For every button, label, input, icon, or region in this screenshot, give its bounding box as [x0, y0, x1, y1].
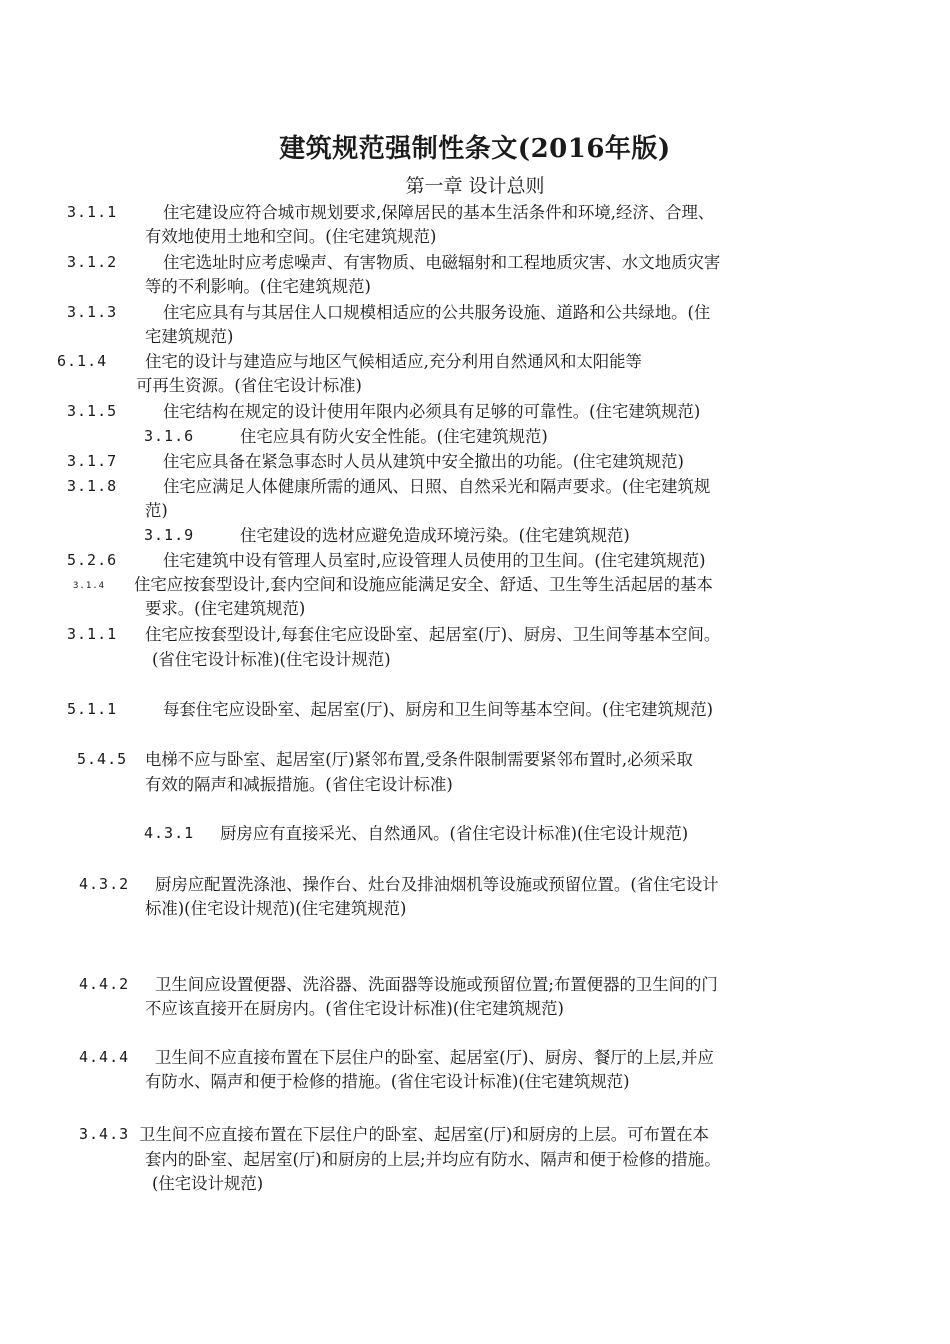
clause-text: 厨房应配置洗涤池、操作台、灶台及排油烟机等设施或预留位置。(省住宅设计 — [155, 875, 719, 894]
clause-number: 4.4.2 — [79, 975, 130, 993]
clause-number: 6.1.4 — [57, 352, 108, 370]
clause-text: 住宅应按套型设计,每套住宅应设卧室、起居室(厅)、厨房、卫生间等基本空间。 — [145, 625, 721, 644]
clause-text: 住宅应具备在紧急事态时人员从建筑中安全撤出的功能。(住宅建筑规范) — [163, 452, 684, 471]
clause-number: 3.1.5 — [67, 402, 118, 420]
clause-text: (住宅设计规范) — [152, 1174, 264, 1193]
clause-text: 卫生间不应直接布置在下层住户的卧室、起居室(厅)和厨房的上层。可布置在本 — [139, 1125, 710, 1144]
clause-number: 3.4.3 — [79, 1125, 130, 1143]
clause-text: 范) — [145, 501, 168, 520]
clause-text: 卫生间不应直接布置在下层住户的卧室、起居室(厅)、厨房、餐厅的上层,并应 — [155, 1048, 714, 1067]
clause-text: 住宅结构在规定的设计使用年限内必须具有足够的可靠性。(住宅建筑规范) — [163, 402, 701, 421]
clause-text: 有防水、隔声和便于检修的措施。(省住宅设计标准)(住宅建筑规范) — [145, 1072, 630, 1091]
clause-text: 住宅应按套型设计,套内空间和设施应能满足安全、舒适、卫生等生活起居的基本 — [134, 575, 713, 594]
clause-number: 3.1.9 — [144, 526, 195, 544]
clause-text: 住宅应具有防火安全性能。(住宅建筑规范) — [240, 427, 548, 446]
clause-text: 有效的隔声和减振措施。(省住宅设计标准) — [145, 775, 453, 794]
clause-text: 住宅应满足人体健康所需的通风、日照、自然采光和隔声要求。(住宅建筑规 — [163, 477, 711, 496]
clause-text: 要求。(住宅建筑规范) — [145, 599, 306, 618]
clause-number: 5.1.1 — [67, 700, 118, 718]
clause-number: 5.2.6 — [67, 551, 118, 569]
clause-number: 4.4.4 — [79, 1048, 130, 1066]
chapter-heading: 第一章 设计总则 — [405, 175, 545, 197]
clause-text: 厨房应有直接采光、自然通风。(省住宅设计标准)(住宅设计规范) — [220, 824, 689, 843]
clause-number: 3.1.3 — [67, 303, 118, 321]
clause-text: 可再生资源。(省住宅设计标准) — [136, 376, 362, 395]
clause-text: 住宅建设应符合城市规划要求,保障居民的基本生活条件和环境,经济、合理、 — [163, 203, 715, 222]
clause-number: 5.4.5 — [77, 750, 128, 768]
clause-text: 每套住宅应设卧室、起居室(厅)、厨房和卫生间等基本空间。(住宅建筑规范) — [163, 700, 714, 719]
clause-text: 宅建筑规范) — [145, 327, 234, 346]
clause-number: 4.3.1 — [144, 824, 195, 842]
clause-number: 4.3.2 — [79, 875, 130, 893]
clause-text: 住宅应具有与其居住人口规模相适应的公共服务设施、道路和公共绿地。(住 — [163, 303, 711, 322]
clause-number: 3.1.1 — [67, 203, 118, 221]
clause-text: 卫生间应设置便器、洗浴器、洗面器等设施或预留位置;布置便器的卫生间的门 — [155, 975, 718, 994]
clause-text: 电梯不应与卧室、起居室(厅)紧邻布置,受条件限制需要紧邻布置时,必须采取 — [145, 750, 693, 769]
clause-text: 套内的卧室、起居室(厅)和厨房的上层;并均应有防水、隔声和便于检修的措施。 — [145, 1150, 721, 1169]
clause-number: 3.1.4 — [73, 581, 106, 591]
clause-text: 等的不利影响。(住宅建筑规范) — [145, 277, 371, 296]
clause-text: 住宅建设的选材应避免造成环境污染。(住宅建筑规范) — [240, 526, 630, 545]
clause-number: 3.1.2 — [67, 253, 118, 271]
clause-number: 3.1.7 — [67, 452, 118, 470]
clause-text: 住宅选址时应考虑噪声、有害物质、电磁辐射和工程地质灾害、水文地质灾害 — [163, 253, 721, 272]
clause-number: 3.1.1 — [67, 625, 118, 643]
page-title: 建筑规范强制性条文(2016年版) — [279, 134, 671, 164]
clause-text: 标准)(住宅设计规范)(住宅建筑规范) — [145, 899, 407, 918]
clause-number: 3.1.6 — [144, 427, 195, 445]
clause-text: (省住宅设计标准)(住宅设计规范) — [152, 650, 391, 669]
clause-text: 住宅建筑中设有管理人员室时,应设管理人员使用的卫生间。(住宅建筑规范) — [163, 551, 706, 570]
clause-text: 住宅的设计与建造应与地区气候相适应,充分利用自然通风和太阳能等 — [145, 352, 642, 371]
clause-number: 3.1.8 — [67, 477, 118, 495]
clause-text: 有效地使用土地和空间。(住宅建筑规范) — [145, 227, 437, 246]
clause-text: 不应该直接开在厨房内。(省住宅设计标准)(住宅建筑规范) — [145, 999, 564, 1018]
